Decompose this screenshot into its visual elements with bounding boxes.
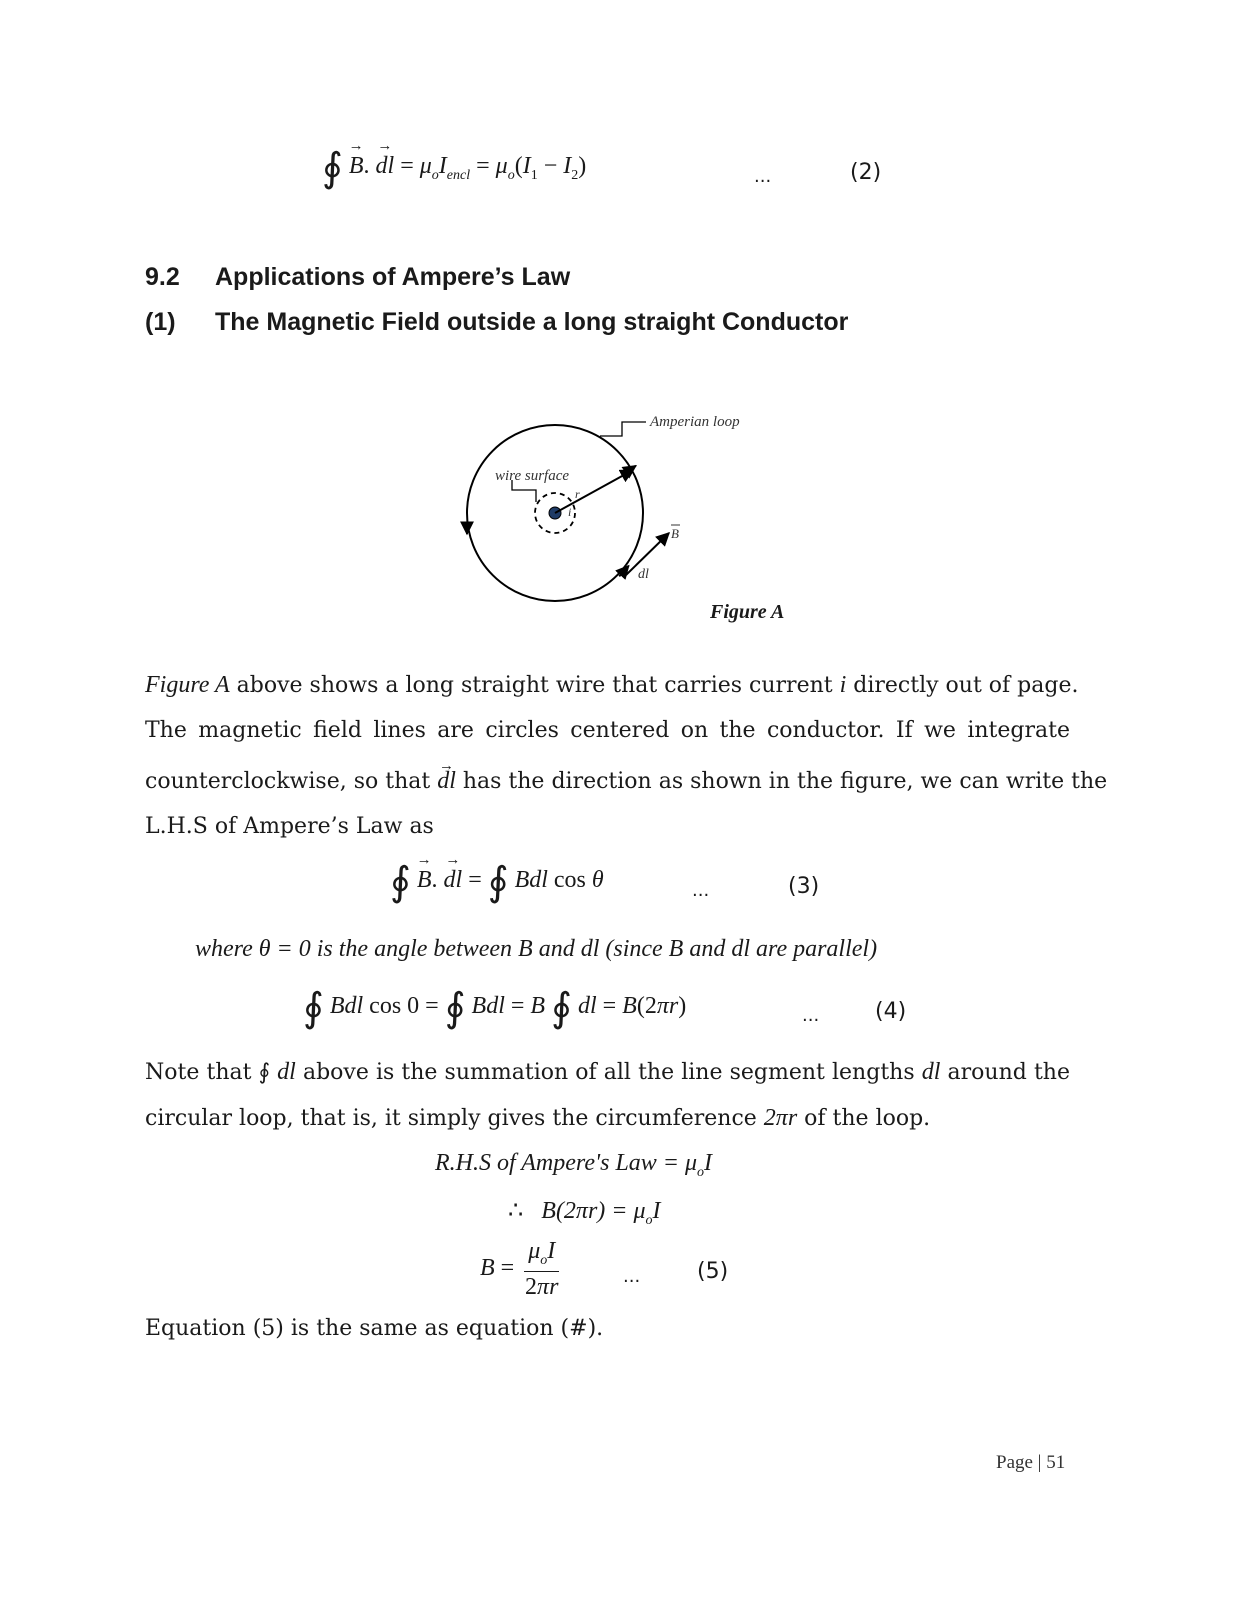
eq5-number: (5) xyxy=(697,1259,729,1284)
equation-5: B = $\frac{\mu_oI}{2\pi r}$ xyxy=(480,1238,559,1300)
eq4-number: (4) xyxy=(875,999,907,1024)
equation-2: ∮ → B. → dl = $\mu_oI_{encl} = \mu_o(I_1 - I_2)$ xyxy=(322,148,586,188)
label-dl: dl xyxy=(638,567,649,582)
paragraph-1-line-4: L.H.S of Ampere’s Law as xyxy=(145,814,434,839)
paragraph-2-line-1: Note that ∮ dl above is the summation of all the line segment lengths dl around the xyxy=(145,1059,1070,1085)
paragraph-2 xyxy=(145,1049,1070,1141)
eq3-number: (3) xyxy=(788,874,820,899)
contour-integral-symbol: ∮ xyxy=(322,145,343,191)
therefore-line: ∴ $B(2\pi r) = \mu_oI$ xyxy=(508,1198,661,1228)
subsection-title: The Magnetic Field outside a long straight Conductor xyxy=(215,308,849,336)
paragraph-1 xyxy=(145,662,1108,850)
eq5-dots: ... xyxy=(623,1266,641,1287)
figure-caption: Figure A xyxy=(710,601,785,623)
figure-a-diagram xyxy=(440,400,800,630)
label-wire-surface: wire surface xyxy=(495,468,570,484)
where-line: where θ = 0 is the angle between B and dl (since B and dl are parallel) xyxy=(195,936,878,962)
eq4-dots: ... xyxy=(802,1005,820,1026)
paragraph-1-line-1: Figure A above shows a long straight wire that carries current i directly out of page. xyxy=(145,672,1079,698)
eq3-dots: ... xyxy=(692,880,710,901)
page-number: Page | 51 xyxy=(996,1452,1066,1473)
equation-4: ∮ Bdl cos 0 = ∮ Bdl = B ∮ dl = B(2πr) xyxy=(303,985,687,1031)
label-b-vector: B xyxy=(671,526,679,541)
closing-line: Equation (5) is the same as equation (#). xyxy=(145,1316,604,1341)
eq2-number: (2) xyxy=(850,160,882,185)
label-amperian-loop: Amperian loop xyxy=(650,414,740,430)
equation-3: ∮ → B. → dl = ∮ Bdl cos θ xyxy=(390,862,604,902)
label-radius: r xyxy=(575,487,580,501)
paragraph-2-line-2: circular loop, that is, it simply gives the circumference 2πr of the loop. xyxy=(145,1105,931,1131)
amperian-loop-leader xyxy=(600,422,646,436)
label-current: i xyxy=(568,505,572,519)
section-title: Applications of Ampere’s Law xyxy=(215,263,571,291)
rhs-line: R.H.S of Ampere's Law = $\mu_oI$ xyxy=(435,1150,713,1180)
subsection-number: (1) xyxy=(145,308,176,336)
section-number: 9.2 xyxy=(145,263,180,291)
eq2-dots: ... xyxy=(754,166,772,187)
paragraph-1-line-2: The magnetic field lines are circles centered on the conductor. If we integrate xyxy=(145,718,1070,743)
paragraph-1-line-3: counterclockwise, so that → dl has the direction as shown in the figure, we can write the xyxy=(145,754,1070,804)
